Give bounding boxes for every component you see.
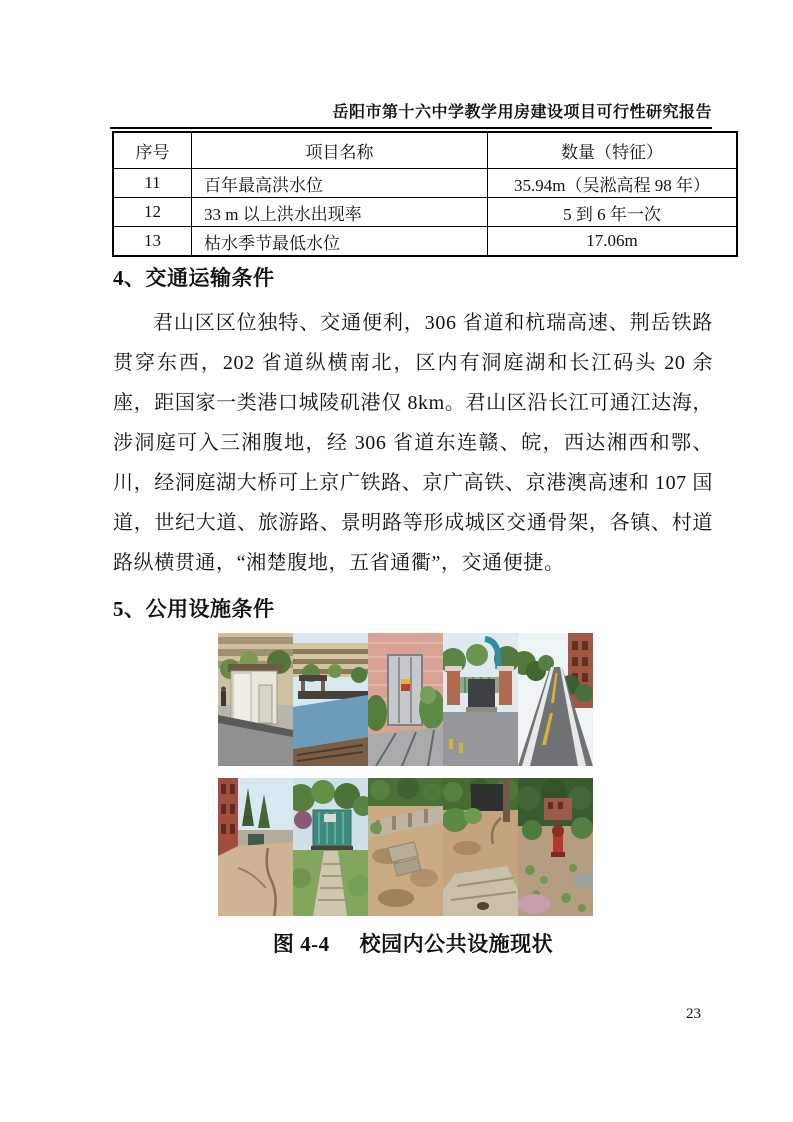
column-header-item: 项目名称 bbox=[192, 132, 488, 169]
cell-item: 枯水季节最低水位 bbox=[192, 227, 488, 257]
cell-index: 13 bbox=[113, 227, 192, 257]
photo-dirt-path-with-board bbox=[443, 778, 518, 916]
photo-fire-hydrant-garden bbox=[518, 778, 593, 916]
figure-caption-text: 校园内公共设施现状 bbox=[359, 932, 554, 956]
cell-item: 33 m 以上洪水出现率 bbox=[192, 198, 488, 227]
column-header-index: 序号 bbox=[113, 132, 192, 169]
page-number: 23 bbox=[686, 1006, 701, 1022]
photo-campus-road bbox=[518, 633, 593, 766]
cell-qty: 17.06m bbox=[488, 227, 738, 257]
section-heading-transport: 4、交通运输条件 bbox=[113, 266, 275, 290]
photo-green-utility-container bbox=[293, 778, 368, 916]
section-heading-utilities: 5、公用设施条件 bbox=[113, 597, 275, 621]
running-header: 岳阳市第十六中学教学用房建设项目可行性研究报告 bbox=[110, 99, 712, 129]
cell-qty: 35.94m（吴淞高程 98 年） bbox=[488, 169, 738, 198]
cell-qty: 5 到 6 年一次 bbox=[488, 198, 738, 227]
column-header-qty: 数量（特征） bbox=[488, 132, 738, 169]
table-row bbox=[113, 169, 737, 198]
figure-caption bbox=[113, 928, 713, 958]
hydrology-table bbox=[112, 131, 738, 257]
photo-covered-pool bbox=[293, 633, 368, 766]
photo-utility-door bbox=[368, 633, 443, 766]
photo-row-2 bbox=[218, 778, 593, 916]
facilities-photo-collage bbox=[218, 633, 593, 916]
table-row bbox=[113, 227, 737, 257]
photo-row-1 bbox=[218, 633, 593, 766]
photo-transformer-cabinets bbox=[218, 633, 293, 766]
figure-caption-label: 图 4-4 bbox=[272, 932, 330, 956]
table-row bbox=[113, 198, 737, 227]
photo-eroded-dirt-slope bbox=[368, 778, 443, 916]
photo-cracked-road bbox=[218, 778, 293, 916]
cell-index: 11 bbox=[113, 169, 192, 198]
photo-transformer-box-at-gate bbox=[443, 633, 518, 766]
cell-item: 百年最高洪水位 bbox=[192, 169, 488, 198]
cell-index: 12 bbox=[113, 198, 192, 227]
table-header-row bbox=[113, 132, 737, 169]
transport-paragraph: 君山区区位独特、交通便利，306 省道和杭瑞高速、荆岳铁路贯穿东西，202 省道纵横南北，区内有洞庭湖和长江码头 20 余座，距国家一类港口城陵矶港仅 8km。君山区沿长江可通江达海，涉洞庭可入三湘腹地，经 306 省道东连赣、皖，西达湘西和鄂、川，经洞庭湖大桥可上京广铁路、京广高铁、京港澳高速和 107 国道，世纪大道、旅游路、景明路等形成城区交通骨架，各镇、村道路纵横贯通，“湘楚腹地，五省通衢”，交通便捷。 bbox=[113, 312, 713, 574]
